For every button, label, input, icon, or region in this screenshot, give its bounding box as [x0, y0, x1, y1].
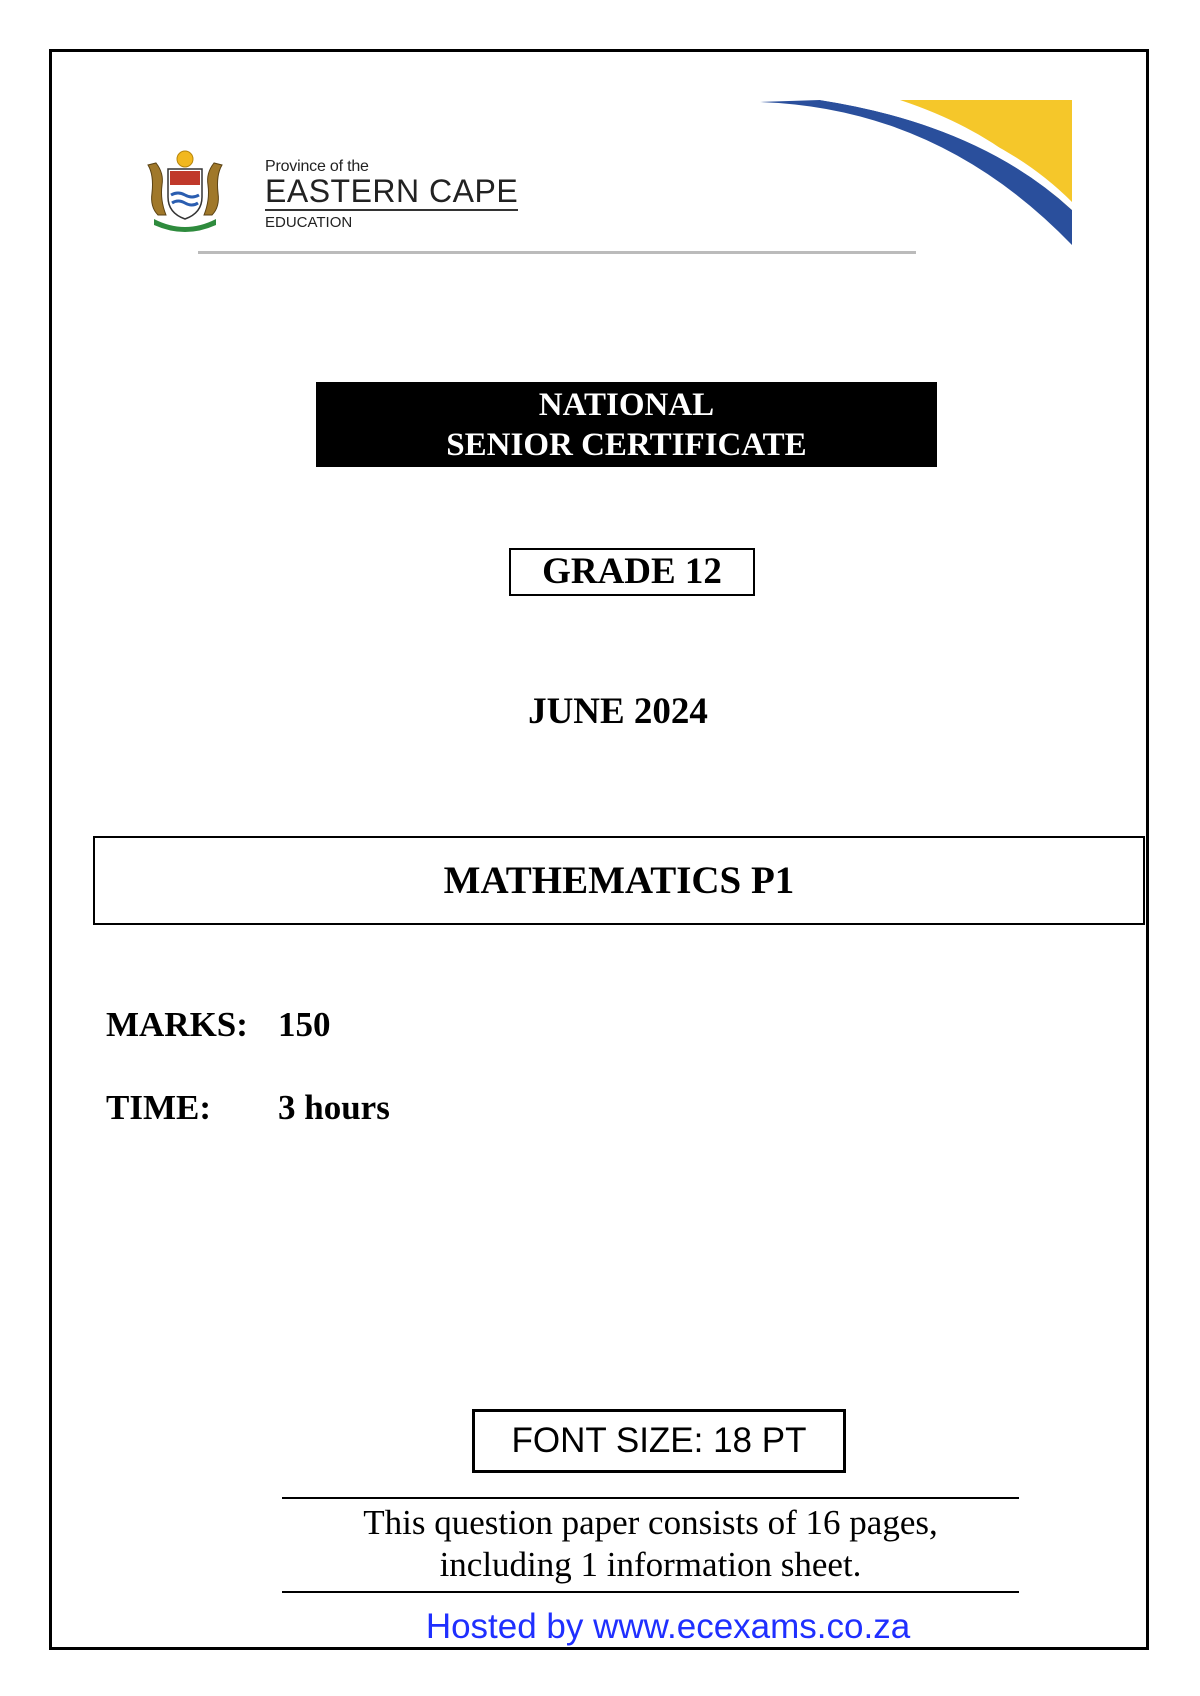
font-size-notice: FONT SIZE: 18 PT [472, 1409, 846, 1473]
coat-of-arms-logo [140, 145, 230, 235]
exam-date: JUNE 2024 [528, 691, 708, 732]
logo-province-text: Province of the [265, 158, 369, 175]
logo-department-text: EDUCATION [265, 214, 353, 231]
header-divider [198, 251, 916, 254]
grade-label: GRADE 12 [509, 548, 755, 596]
hosted-by-link[interactable]: Hosted by www.ecexams.co.za [425, 1607, 911, 1646]
certificate-title-line1: NATIONAL [538, 387, 715, 423]
pages-info-top-rule [282, 1497, 1019, 1499]
header-swoosh-graphic [760, 100, 1072, 245]
pages-info-line2: including 1 information sheet. [439, 1545, 862, 1584]
time-row [106, 1088, 390, 1128]
time-value: 3 hours [278, 1088, 390, 1127]
certificate-title-banner [316, 382, 937, 467]
marks-row [106, 1005, 331, 1045]
logo-wordmark [265, 158, 518, 231]
subject-title: MATHEMATICS P1 [93, 836, 1145, 925]
marks-label: MARKS: [106, 1005, 248, 1044]
marks-value: 150 [278, 1005, 331, 1044]
pages-info [282, 1502, 1019, 1586]
pages-info-line1: This question paper consists of 16 pages, [363, 1503, 938, 1542]
time-label: TIME: [106, 1088, 211, 1127]
logo-name-text: EASTERN CAPE [265, 173, 519, 209]
certificate-title-line2: SENIOR CERTIFICATE [446, 427, 807, 463]
pages-info-bottom-rule [282, 1591, 1019, 1593]
